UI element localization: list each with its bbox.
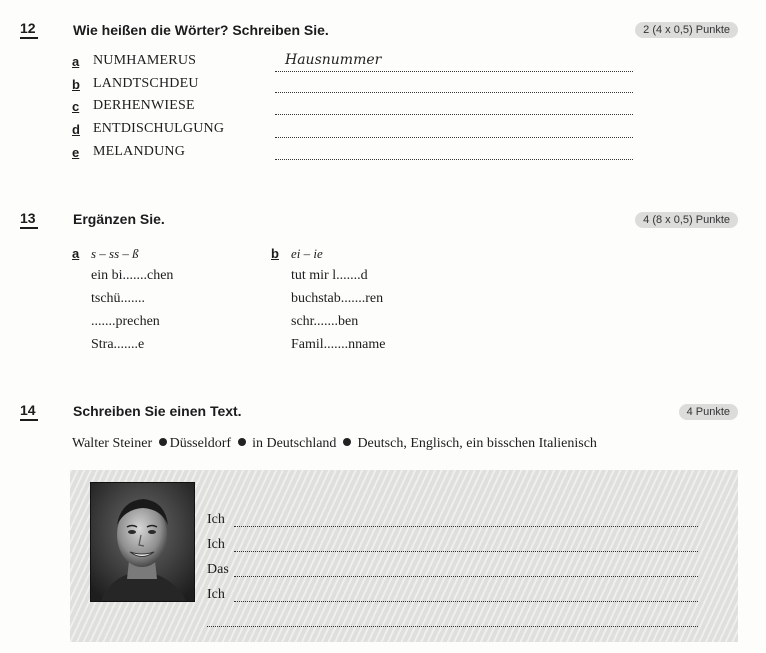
exercise-12-number: 12	[20, 20, 38, 39]
item-letter: c	[72, 99, 80, 114]
exercise-14-title: Schreiben Sie einen Text.	[73, 403, 242, 419]
person-info	[72, 436, 597, 452]
answer-line[interactable]	[275, 98, 633, 115]
item-letter: d	[72, 122, 80, 137]
gap-word[interactable]: tut mir l.......d	[291, 268, 368, 283]
portrait-illustration	[91, 483, 194, 601]
writing-line[interactable]	[234, 562, 698, 577]
gap-word[interactable]: ein bi.......chen	[91, 268, 174, 283]
column-b-heading: ei – ie	[291, 246, 323, 261]
handwritten-answer: Hausnummer	[285, 52, 382, 68]
writing-line[interactable]	[234, 587, 698, 602]
scrambled-word: ENTDISCHULGUNG	[93, 121, 225, 136]
exercise-13-number: 13	[20, 210, 38, 229]
sentence-start: Ich	[207, 537, 225, 552]
item-letter: a	[72, 54, 80, 69]
answer-line[interactable]	[275, 121, 633, 138]
column-a-letter: a	[72, 246, 80, 261]
gap-word[interactable]: .......prechen	[91, 314, 160, 329]
sentence-start: Ich	[207, 587, 225, 602]
gap-word[interactable]: tschü.......	[91, 291, 146, 306]
info-name: Walter Steiner	[72, 436, 153, 451]
answer-line[interactable]	[275, 76, 633, 93]
portrait-photo	[90, 482, 195, 602]
gap-word[interactable]: Stra.......e	[91, 337, 145, 352]
column-b-letter: b	[271, 246, 279, 261]
writing-line[interactable]	[207, 612, 698, 627]
scrambled-word: LANDTSCHDEU	[93, 76, 199, 91]
bullet-icon	[159, 438, 167, 446]
info-country: in Deutschland	[252, 436, 337, 451]
writing-line[interactable]	[234, 512, 698, 527]
exercise-13-points-badge: 4 (8 x 0,5) Punkte	[635, 212, 738, 228]
scrambled-word: MELANDUNG	[93, 144, 186, 159]
exercise-12-title: Wie heißen die Wörter? Schreiben Sie.	[73, 22, 329, 38]
exercise-12-points-badge: 2 (4 x 0,5) Punkte	[635, 22, 738, 38]
gap-word[interactable]: schr.......ben	[291, 314, 359, 329]
info-languages: Deutsch, Englisch, ein bisschen Italienisch	[357, 436, 597, 451]
sentence-start: Das	[207, 562, 229, 577]
column-a-heading: s – ss – ß	[91, 246, 139, 261]
answer-line[interactable]	[275, 143, 633, 160]
exercise-14-number: 14	[20, 402, 38, 421]
exercise-13-title: Ergänzen Sie.	[73, 211, 165, 227]
scrambled-word: DERHENWIESE	[93, 98, 195, 113]
sentence-start: Ich	[207, 512, 225, 527]
scrambled-word: NUMHAMERUS	[93, 53, 197, 68]
gap-word[interactable]: buchstab.......ren	[291, 291, 384, 306]
exercise-14-points-badge: 4 Punkte	[679, 404, 738, 420]
writing-line[interactable]	[234, 537, 698, 552]
gap-word[interactable]: Famil.......nname	[291, 337, 386, 352]
bullet-icon	[343, 438, 351, 446]
info-city: Düsseldorf	[169, 436, 232, 451]
bullet-icon	[238, 438, 246, 446]
item-letter: e	[72, 145, 80, 160]
item-letter: b	[72, 77, 80, 92]
